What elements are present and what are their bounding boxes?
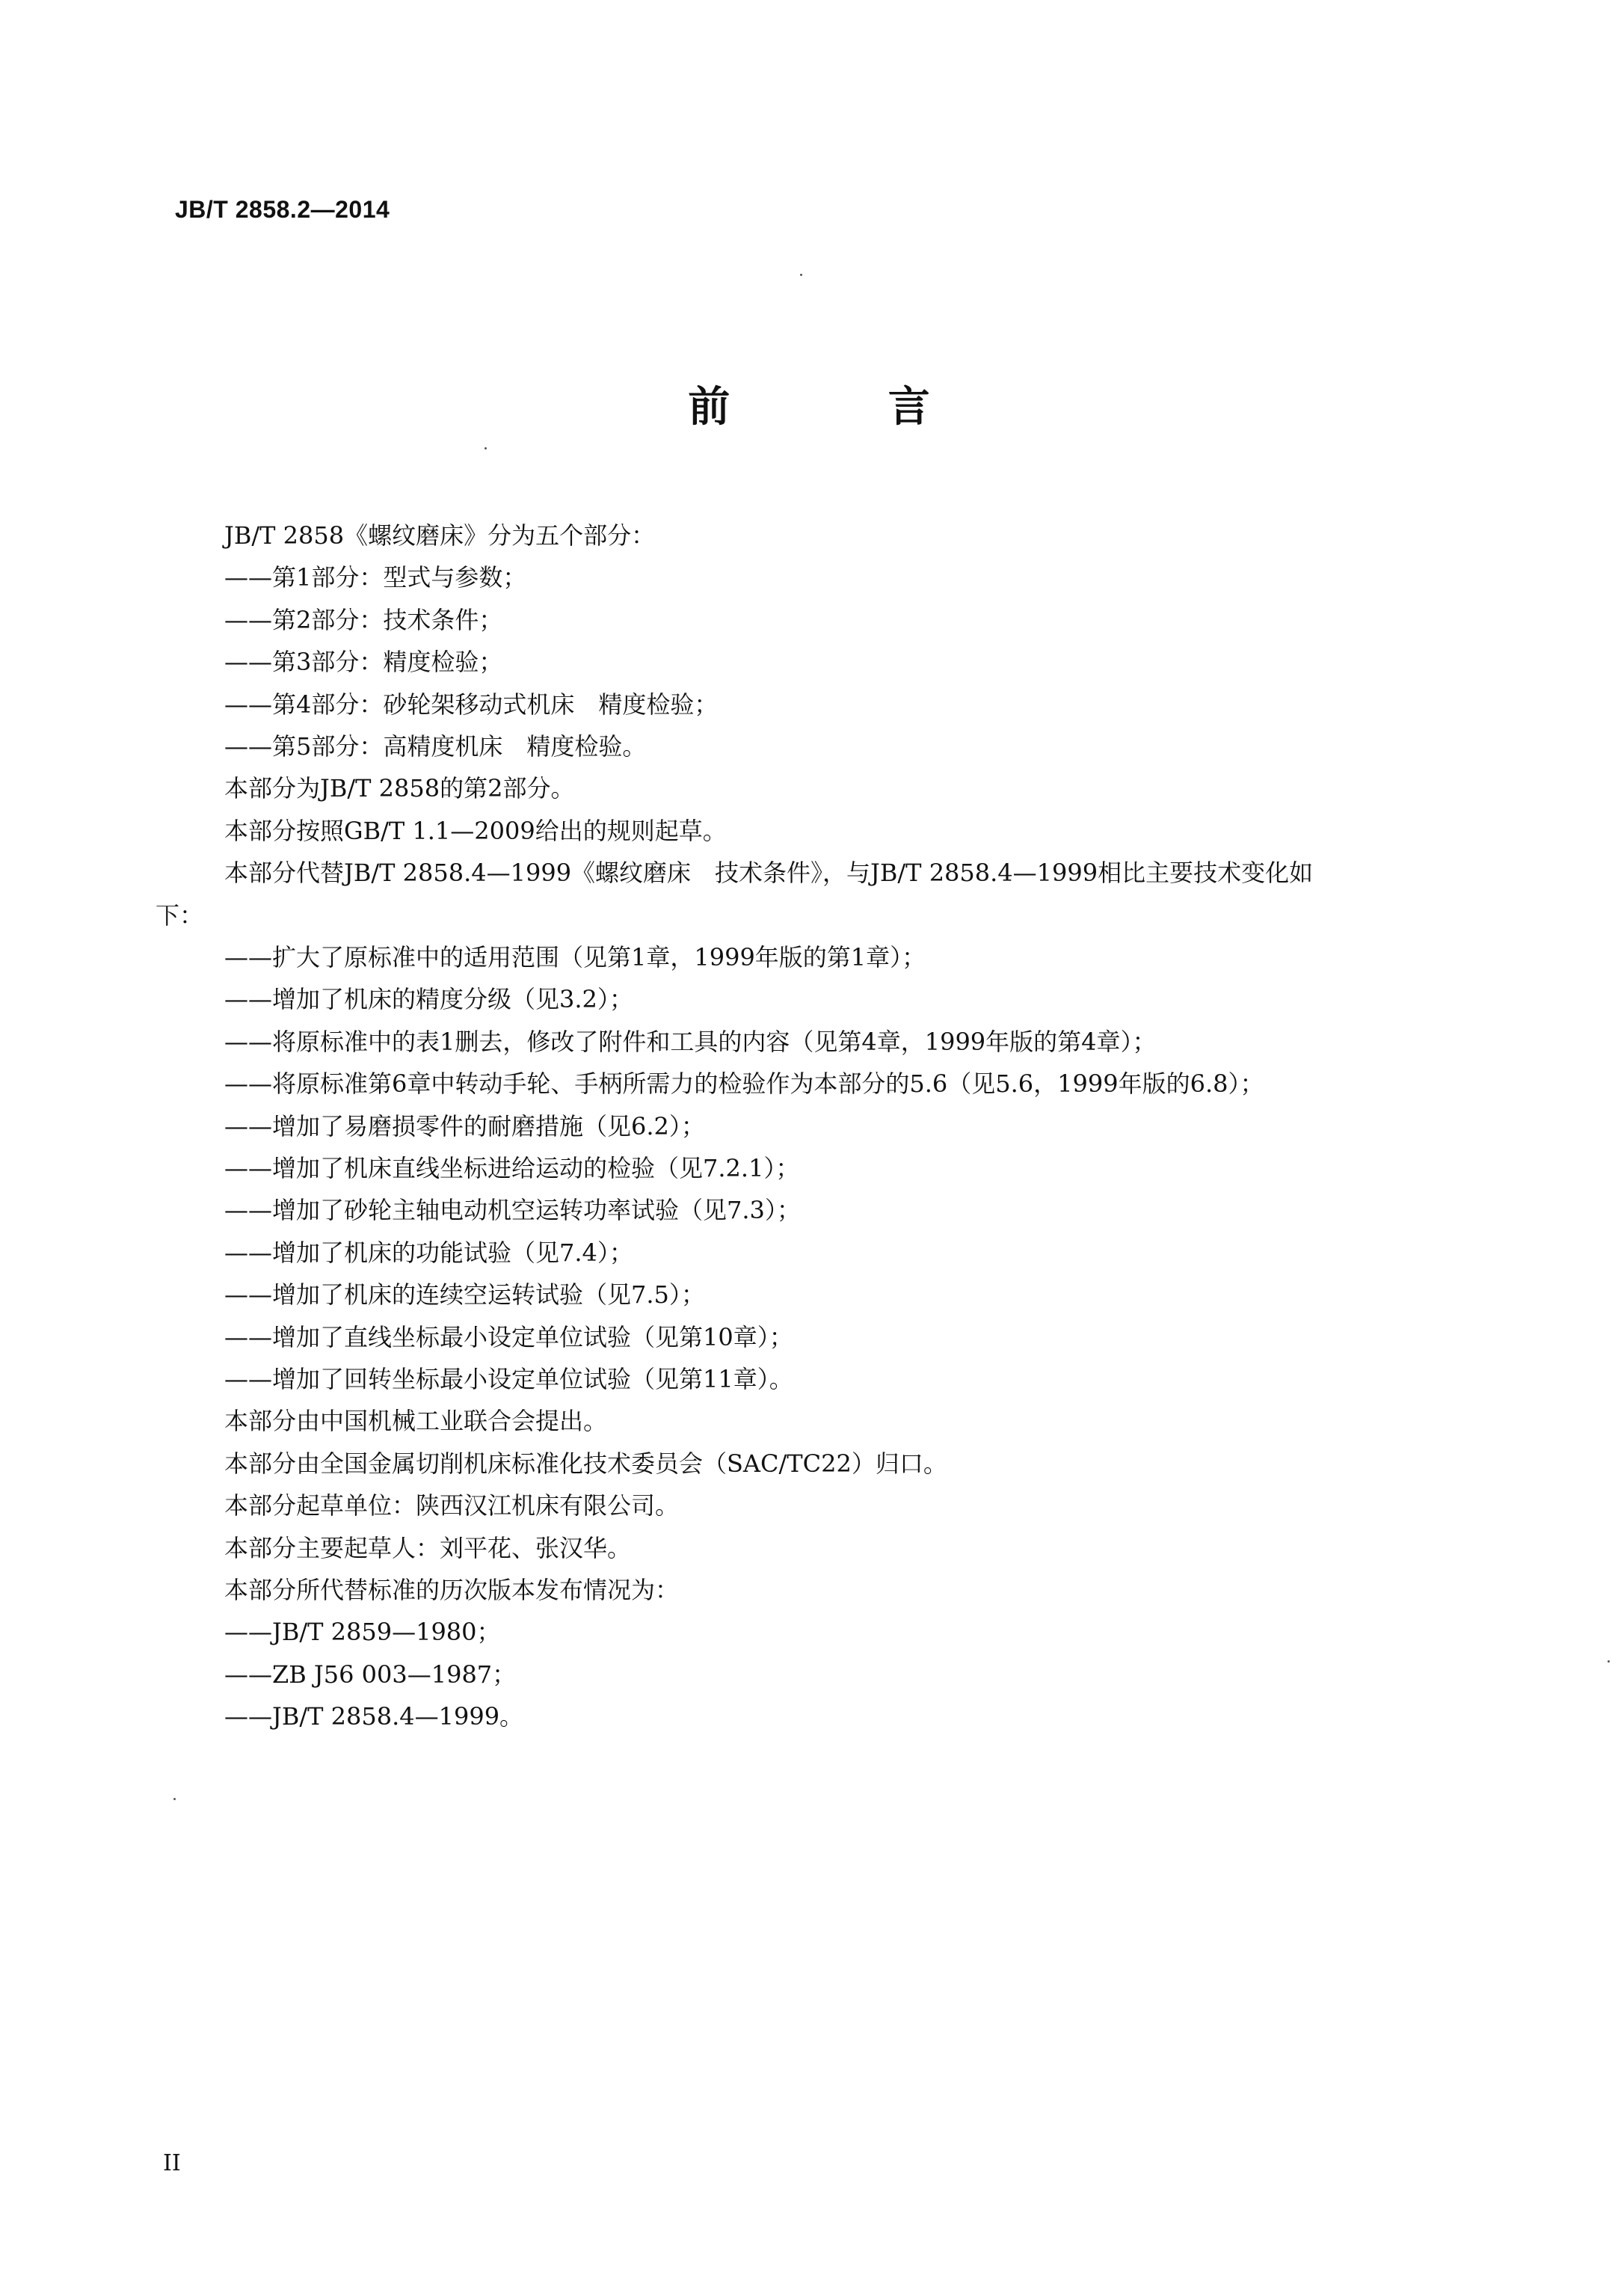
foreword-line: ——将原标准中的表1删去，修改了附件和工具的内容（见第4章，1999年版的第4章）； xyxy=(224,1028,1157,1056)
scan-speck xyxy=(800,274,802,276)
foreword-line: ——第2部分：技术条件； xyxy=(224,606,503,634)
scan-speck xyxy=(173,1798,176,1800)
foreword-line: 下： xyxy=(156,901,204,930)
foreword-line: ——增加了机床的功能试验（见7.4）； xyxy=(224,1238,633,1267)
foreword-line: ——JB/T 2858.4—1999。 xyxy=(224,1702,524,1731)
foreword-line: ——增加了回转坐标最小设定单位试验（见第11章）。 xyxy=(224,1365,793,1393)
foreword-line: 本部分为JB/T 2858的第2部分。 xyxy=(224,774,575,802)
foreword-line: ——扩大了原标准中的适用范围（见第1章，1999年版的第1章）； xyxy=(224,943,926,971)
foreword-line: ——增加了直线坐标最小设定单位试验（见第10章）； xyxy=(224,1323,793,1351)
scan-speck xyxy=(485,447,487,449)
foreword-line: ——增加了易磨损零件的耐磨措施（见6.2）； xyxy=(224,1112,705,1141)
scan-speck xyxy=(1608,1660,1610,1663)
foreword-line: ——第3部分：精度检验； xyxy=(224,648,503,676)
document-code: JB/T 2858.2—2014 xyxy=(175,196,390,223)
page-number: II xyxy=(163,2150,181,2176)
foreword-line: ——增加了砂轮主轴电动机空运转功率试验（见7.3）； xyxy=(224,1196,801,1224)
foreword-line: 本部分所代替标准的历次版本发布情况为： xyxy=(224,1576,680,1604)
foreword-line: ——将原标准第6章中转动手轮、手柄所需力的检验作为本部分的5.6（见5.6，1999年版的6.8）； xyxy=(224,1069,1264,1098)
foreword-line: ——增加了机床直线坐标进给运动的检验（见7.2.1）； xyxy=(224,1154,800,1182)
foreword-line: 本部分起草单位：陕西汉江机床有限公司。 xyxy=(224,1491,680,1520)
foreword-line: ——第5部分：高精度机床 精度检验。 xyxy=(224,732,647,761)
foreword-line: ——第1部分：型式与参数； xyxy=(224,563,527,592)
foreword-line: ——增加了机床的精度分级（见3.2）； xyxy=(224,985,633,1013)
foreword-line: ——增加了机床的连续空运转试验（见7.5）； xyxy=(224,1280,705,1309)
foreword-line: 本部分由中国机械工业联合会提出。 xyxy=(224,1407,608,1435)
foreword-line: ——ZB J56 003—1987； xyxy=(224,1660,517,1689)
page-title: 前 言 xyxy=(688,383,1002,432)
foreword-line: JB/T 2858《螺纹磨床》分为五个部分： xyxy=(224,521,656,550)
foreword-line: 本部分代替JB/T 2858.4—1999《螺纹磨床 技术条件》，与JB/T 2858.4—1999相比主要技术变化如 xyxy=(224,859,1314,887)
foreword-line: 本部分由全国金属切削机床标准化技术委员会（SAC/TC22）归口。 xyxy=(224,1449,947,1478)
foreword-line: ——第4部分：砂轮架移动式机床 精度检验； xyxy=(224,690,719,719)
foreword-line: ——JB/T 2859—1980； xyxy=(224,1618,501,1646)
foreword-line: 本部分主要起草人：刘平花、张汉华。 xyxy=(224,1534,632,1562)
foreword-line: 本部分按照GB/T 1.1—2009给出的规则起草。 xyxy=(224,817,727,845)
